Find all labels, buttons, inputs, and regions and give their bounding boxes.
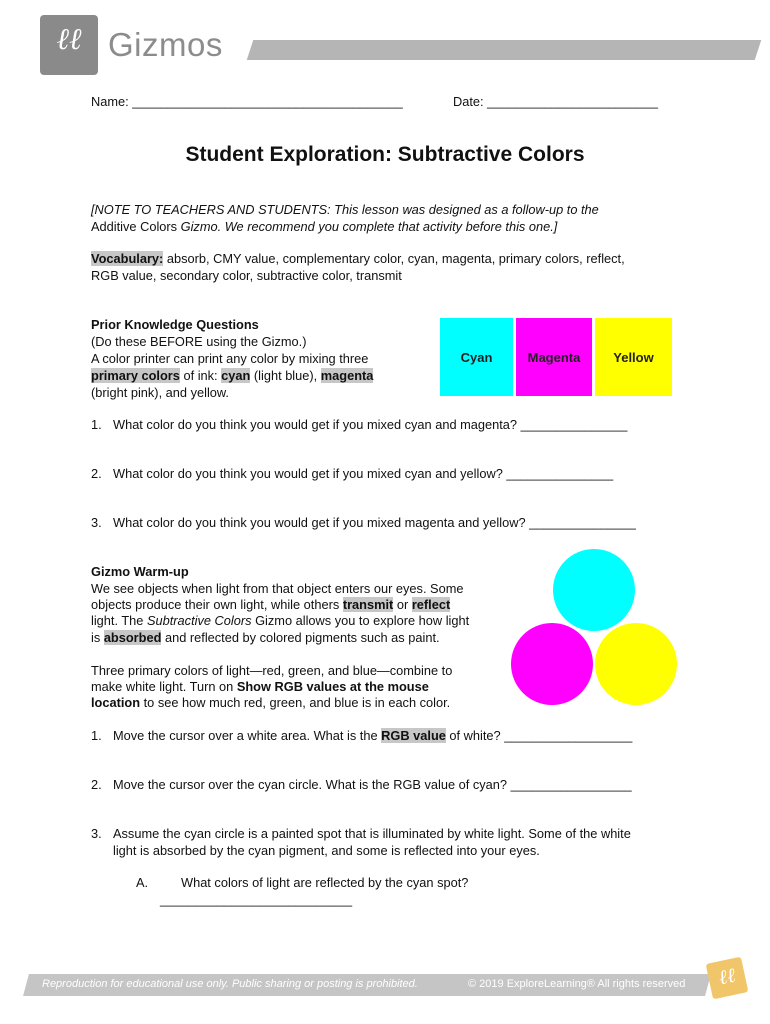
date-field: Date: ________________________ <box>453 94 658 109</box>
explorelearning-logo-icon: ℓℓ <box>56 22 82 57</box>
warmup-p1-line-3: light. The Subtractive Colors Gizmo allows you to explore how light <box>91 613 470 628</box>
question-number: 2. <box>91 777 102 792</box>
subquestion-label: A. <box>136 875 149 890</box>
note-line-1: [NOTE TO TEACHERS AND STUDENTS: This lesson was designed as a follow-up to the <box>91 202 599 217</box>
question-number: 1. <box>91 728 102 743</box>
question-number: 3. <box>91 515 102 530</box>
page-title: Student Exploration: Subtractive Colors <box>185 143 585 166</box>
name-field: Name: ______________________________________ <box>91 94 403 109</box>
warmup-question-3-line-1: Assume the cyan circle is a painted spot that is illuminated by white light. Some of the white <box>113 826 631 841</box>
magenta-circle <box>511 623 593 705</box>
yellow-swatch: Yellow <box>595 318 672 396</box>
warmup-question-3-line-2: light is absorbed by the cyan pigment, and some is reflected into your eyes. <box>113 843 540 858</box>
warmup-question-1: Move the cursor over a white area. What is the RGB value of white? __________________ <box>113 728 633 743</box>
prior-question-2: What color do you think you would get if you mixed cyan and yellow? _______________ <box>113 466 614 481</box>
prior-knowledge-line-4: (bright pink), and yellow. <box>91 385 229 400</box>
subquestion-a: What colors of light are reflected by the cyan spot? <box>181 875 469 890</box>
note-line-2: Additive Colors Gizmo. We recommend you complete that activity before this one.] <box>91 219 558 234</box>
explorelearning-footer-icon: ℓℓ <box>716 962 738 990</box>
vocabulary-line-1: Vocabulary: absorb, CMY value, complementary color, cyan, magenta, primary colors, reflect, <box>91 251 625 266</box>
footer-copyright: © 2019 ExploreLearning® All rights reserved <box>468 978 686 990</box>
question-number: 3. <box>91 826 102 841</box>
cyan-circle <box>553 549 635 631</box>
cyan-swatch: Cyan <box>440 318 513 396</box>
prior-knowledge-line-1: (Do these BEFORE using the Gizmo.) <box>91 334 307 349</box>
yellow-circle <box>595 623 677 705</box>
warmup-p2-line-1: Three primary colors of light—red, green, and blue—combine to <box>91 663 453 678</box>
warmup-p2-line-2: make white light. Turn on Show RGB values at the mouse <box>91 679 429 694</box>
footer-notice: Reproduction for educational use only. Public sharing or posting is prohibited. <box>42 978 418 990</box>
warmup-question-2: Move the cursor over the cyan circle. What is the RGB value of cyan? _________________ <box>113 777 632 792</box>
prior-knowledge-line-3: primary colors of ink: cyan (light blue), magenta <box>91 368 374 383</box>
warmup-p1-line-1: We see objects when light from that object enters our eyes. Some <box>91 581 464 596</box>
question-number: 1. <box>91 417 102 432</box>
answer-blank: ___________________________ <box>160 892 353 907</box>
vocabulary-line-2: RGB value, secondary color, subtractive color, transmit <box>91 268 402 283</box>
warmup-heading: Gizmo Warm-up <box>91 564 189 579</box>
header-bar <box>247 40 761 60</box>
warmup-p2-line-3: location to see how much red, green, and blue is in each color. <box>91 695 451 710</box>
prior-question-1: What color do you think you would get if you mixed cyan and magenta? _______________ <box>113 417 628 432</box>
magenta-swatch: Magenta <box>516 318 592 396</box>
brand-name: Gizmos <box>108 26 223 63</box>
warmup-p1-line-2: objects produce their own light, while others transmit or reflect <box>91 597 451 612</box>
question-number: 2. <box>91 466 102 481</box>
prior-knowledge-heading: Prior Knowledge Questions <box>91 317 259 332</box>
vocabulary-label: Vocabulary: <box>91 251 164 266</box>
prior-question-3: What color do you think you would get if you mixed magenta and yellow? _______________ <box>113 515 636 530</box>
warmup-p1-line-4: is absorbed and reflected by colored pigments such as paint. <box>91 630 440 645</box>
prior-knowledge-line-2: A color printer can print any color by mixing three <box>91 351 369 366</box>
